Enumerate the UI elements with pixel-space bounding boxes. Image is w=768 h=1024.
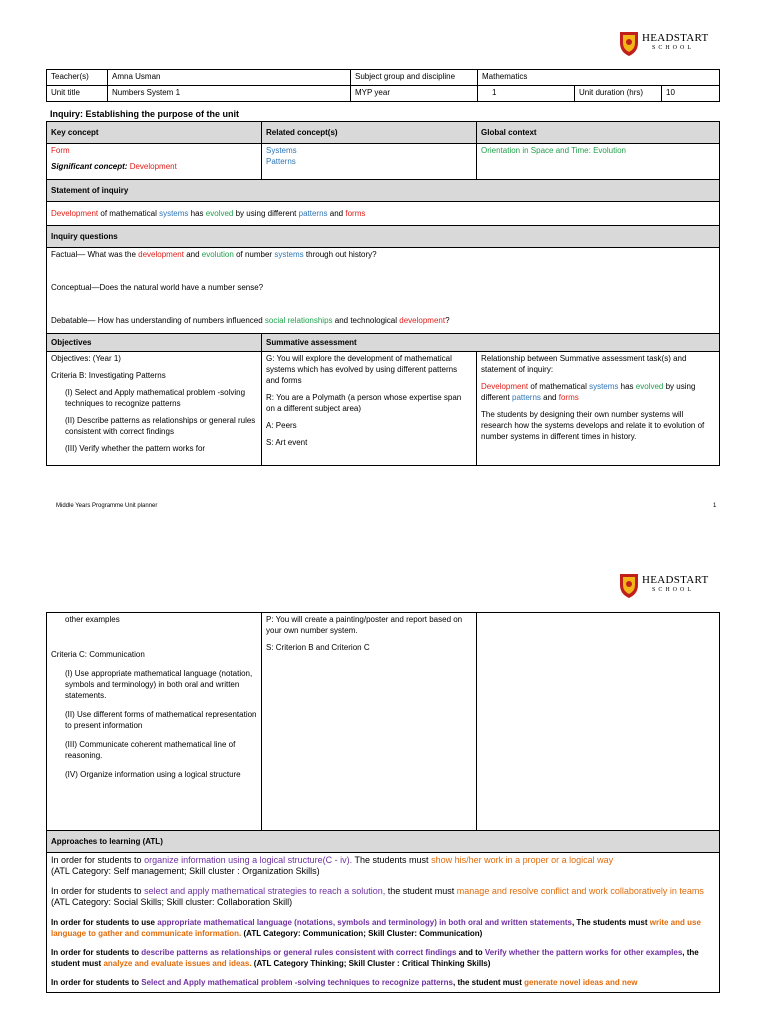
significant-concept-label: Significant concept: [51,162,128,171]
atl-cell [47,853,720,993]
significant-concept-value: Development [129,162,177,171]
page-number: 1 [713,503,717,509]
atl-header: Approaches to learning (ATL) [47,831,720,853]
inquiry-heading: Inquiry: Establishing the purpose of the unit [50,109,239,119]
related-concept-1: Systems [266,146,297,155]
key-concept-cell [47,144,262,180]
header-table [46,69,720,102]
shield-icon [618,571,640,599]
subject-label: Subject group and discipline [351,70,478,86]
statement-word: has [190,209,204,218]
debatable-question: Debatable— How has understanding of numbers influenced social relationships and technological development? [51,316,450,325]
objective-b2: (II) Describe patterns as relationships or general rules consistent with correct findings [65,416,256,436]
global-context-header: Global context [477,122,720,144]
relationship-label: Relationship between Summative assessment task(s) and statement of inquiry: [481,354,687,374]
summative-header: Summative assessment [262,334,720,352]
other-examples: other examples [65,615,120,624]
summative-cell-continued [262,613,477,831]
objective-c1: (I) Use appropriate mathematical language (notation, symbols and terminology) in both oral and written statements. [65,669,253,700]
relationship-cell [477,352,720,466]
summative-role: R: You are a Polymath (a person whose expertise span on a different subject area) [266,393,462,413]
statement-word: and [329,209,344,218]
criteria-c: Criteria C: Communication [51,650,145,659]
objective-b3: (III) Verify whether the pattern works for [65,444,206,453]
relationship-statement: Development of mathematical systems has evolved by using different patterns and forms [481,382,696,402]
atl-item-1: In order for students to organize information using a logical structure(C - iv). The students must show his/her work in a proper or a logical way (ATL Category: Self management; Skill cluster : Organization Skills) [51,855,614,876]
summative-product: P: You will create a painting/poster and report based on your own number system. [266,615,463,635]
school-logo [618,571,709,599]
planner-table [46,121,720,466]
relationship-cell-continued [477,613,720,831]
brand-subtitle: SCHOOL [652,587,695,593]
questions-header: Inquiry questions [47,226,720,248]
objective-c2: (II) Use different forms of mathematical representation to present information [65,710,257,730]
questions-cell [47,248,720,334]
myp-value: 1 [478,86,575,102]
summative-standards: S: Criterion B and Criterion C [266,643,370,652]
unit-title-label: Unit title [47,86,108,102]
objectives-year: Objectives: (Year 1) [51,354,121,363]
brand-subtitle: SCHOOL [652,45,695,51]
summative-audience: A: Peers [266,421,297,430]
unit-title-value: Numbers System 1 [108,86,351,102]
objectives-header: Objectives [47,334,262,352]
planner-table-continued [46,612,720,993]
summative-situation: S: Art event [266,438,308,447]
factual-question: Factual— What was the development and evolution of number systems through out history? [51,250,377,259]
atl-item-2: In order for students to select and apply mathematical strategies to reach a solution, the student must manage and resolve conflict and work collaboratively in teams (ATL Category: Social Skills; Skill cluster: Collaboration Skill) [51,886,704,907]
objectives-cell [47,352,262,466]
statement-cell [47,202,720,226]
brand-name: HEADSTART [642,574,709,586]
atl-item-3: In order for students to use appropriate mathematical language (notations, symbols and terminology) in both oral and written statements, The students must write and use language to gather and communicate information. (ATL Category: Communication; Skill Cluster: Communication) [51,918,701,938]
criteria-b: Criteria B: Investigating Patterns [51,371,166,380]
duration-label: Unit duration (hrs) [575,86,662,102]
conceptual-question: Conceptual—Does the natural world have a number sense? [51,283,264,292]
atl-item-5: In order for students to Select and Apply mathematical problem -solving techniques to recognize patterns, the student must generate novel ideas and new [51,978,638,987]
myp-label: MYP year [351,86,478,102]
statement-word: systems [159,209,189,218]
objective-b1: (I) Select and Apply mathematical problem -solving techniques to recognize patterns [65,388,246,408]
footer-title: Middle Years Programme Unit planner [56,503,158,509]
objective-c3: (III) Communicate coherent mathematical line of reasoning. [65,740,236,760]
related-concept-cell [262,144,477,180]
subject-value: Mathematics [478,70,720,86]
statement-word: patterns [298,209,328,218]
statement-word: forms [345,209,366,218]
objectives-cell-continued [47,613,262,831]
objective-c4: (IV) Organize information using a logical structure [65,770,241,779]
school-logo [618,29,709,57]
related-concept-2: Patterns [266,157,296,166]
statement-header: Statement of inquiry [47,180,720,202]
atl-item-4: In order for students to describe patterns as relationships or general rules consistent with correct findings and to Verify whether the pattern works for other examples, the student must analyze and evaluate issues and ideas. (ATL Category Thinking; Skill Cluster : Critical Thinking Skills) [51,948,699,968]
statement-word: Development [51,209,99,218]
global-context-value: Orientation in Space and Time: Evolution [477,144,720,180]
related-concept-header: Related concept(s) [262,122,477,144]
summative-goal: G: You will explore the development of mathematical systems which has evolved by using different patterns and forms [266,354,458,385]
statement-word: of mathematical [100,209,157,218]
summative-cell [262,352,477,466]
key-concept-value: Form [51,146,70,155]
relationship-text: The students by designing their own number systems will research how the systems develops and relate it to evolution of number systems in different times in history. [481,410,705,441]
statement-word: by using different [235,209,297,218]
brand-name: HEADSTART [642,32,709,44]
teacher-label: Teacher(s) [47,70,108,86]
statement-word: evolved [205,209,234,218]
key-concept-header: Key concept [47,122,262,144]
shield-icon [618,29,640,57]
duration-value: 10 [662,86,720,102]
teacher-value: Amna Usman [108,70,351,86]
